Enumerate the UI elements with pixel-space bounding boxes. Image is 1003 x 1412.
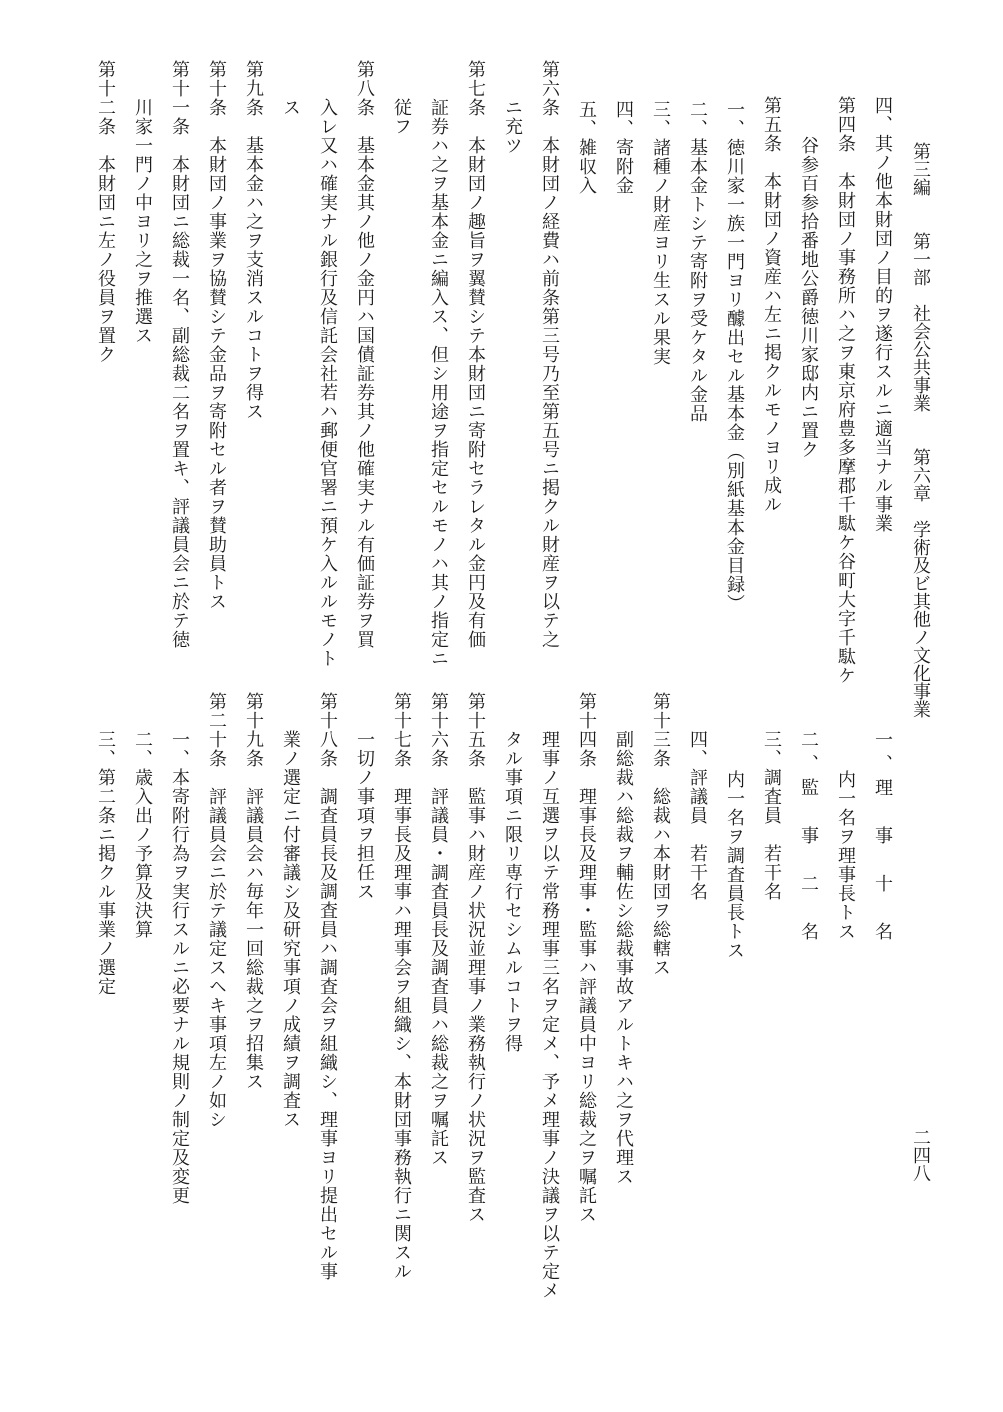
text-line: 三、諸種ノ財産ヨリ生スル果実 (650, 100, 671, 366)
text-line: 一、徳川家一族一門ヨリ醵出セル基本金（別紙基本金目録） (724, 100, 745, 613)
page-number: 二四八 (910, 1128, 931, 1182)
text-line: 第五条 本財団ノ資産ハ左ニ掲クルモノヨリ成ル (761, 96, 782, 514)
text-line: 五、雑収入 (576, 100, 597, 195)
text-line: 二、基本金トシテ寄附ヲ受ケタル金品 (687, 100, 708, 423)
text-line: 副総裁ハ総裁ヲ輔佐シ総裁事故アルトキハ之ヲ代理ス (613, 730, 634, 1186)
header-section: 第一部 (910, 232, 931, 286)
text-line: ス (280, 98, 301, 117)
text-line: ニ充ツ (502, 98, 523, 155)
text-line: 理事ノ互選ヲ以テ常務理事三名ヲ定メ、予メ理事ノ決議ヲ以テ定メ (539, 730, 560, 1300)
text-line: 内一名ヲ調査員長トス (724, 770, 745, 960)
text-line: 従フ (391, 98, 412, 136)
text-line: 第十三条 総裁ハ本財団ヲ総轄ス (650, 692, 671, 977)
text-line: 第八条 基本金其ノ他ノ金円ハ国債証券其ノ他確実ナル有価証券ヲ買 (354, 60, 375, 649)
header-chapter-title: 学術及ビ其他ノ文化事業 (910, 520, 931, 718)
text-line: 四、其ノ他本財団ノ目的ヲ遂行スルニ適当ナル事業 (872, 96, 893, 533)
header-part: 第三編 (910, 142, 931, 196)
text-line: 業ノ選定ニ付審議シ及研究事項ノ成績ヲ調査ス (280, 730, 301, 1129)
text-line: 第六条 本財団ノ経費ハ前条第三号乃至第五号ニ掲クル財産ヲ以テ之 (539, 60, 560, 649)
text-line: 第十二条 本財団ニ左ノ役員ヲ置ク (95, 60, 116, 364)
text-line: 一切ノ事項ヲ担任ス (354, 730, 375, 901)
text-line: 第四条 本財団ノ事務所ハ之ヲ東京府豊多摩郡千駄ケ谷町大字千駄ケ (835, 96, 856, 685)
text-line: 四、寄附金 (613, 100, 634, 195)
header-chapter: 第六章 (910, 448, 931, 502)
text-line: 第十四条 理事長及理事・監事ハ評議員中ヨリ総裁之ヲ嘱託ス (576, 692, 597, 1224)
text-line: 第十九条 評議員会ハ毎年一回総裁之ヲ招集ス (243, 692, 264, 1091)
text-line: 第十一条 本財団ニ総裁一名、副総裁二名ヲ置キ、評議員会ニ於テ徳 (169, 60, 190, 649)
text-line: 谷参百参拾番地公爵徳川家邸内ニ置ク (798, 136, 819, 459)
text-line: 四、評議員 若干名 (687, 730, 708, 901)
text-line: 第二十条 評議員会ニ於テ議定スヘキ事項左ノ如シ (206, 692, 227, 1129)
text-line: 二、歳入出ノ予算及決算 (132, 730, 153, 939)
text-line: 三、第二条ニ掲クル事業ノ選定 (95, 730, 116, 996)
text-line: 三、調査員 若干名 (761, 730, 782, 901)
text-line: 二、監 事 二 名 (798, 730, 819, 946)
text-line: 一、理 事 十 名 (872, 730, 893, 946)
text-line: 第十八条 調査員長及調査員ハ調査会ヲ組織シ、理事ヨリ提出セル事 (317, 692, 338, 1281)
text-line: 第十五条 監事ハ財産ノ状況並理事ノ業務執行ノ状況ヲ監査ス (465, 692, 486, 1224)
text-line: 一、本寄附行為ヲ実行スルニ必要ナル規則ノ制定及変更 (169, 730, 190, 1205)
text-line: 川家一門ノ中ヨリ之ヲ推選ス (132, 98, 153, 345)
text-line: 証券ハ之ヲ基本金ニ編入ス、但シ用途ヲ指定セルモノハ其ノ指定ニ (428, 98, 449, 668)
running-header (910, 142, 930, 718)
text-line: 第十六条 評議員・調査員長及調査員ハ総裁之ヲ嘱託ス (428, 692, 449, 1167)
text-line: 入レ又ハ確実ナル銀行及信託会社若ハ郵便官署ニ預ケ入ルルモノト (317, 98, 338, 668)
text-line: 第十条 本財団ノ事業ヲ協賛シテ金品ヲ寄附セル者ヲ賛助員トス (206, 60, 227, 611)
text-line: 第七条 本財団ノ趣旨ヲ翼賛シテ本財団ニ寄附セラレタル金円及有価 (465, 60, 486, 649)
text-line: タル事項ニ限リ専行セシムルコトヲ得 (502, 730, 523, 1053)
header-topic: 社会公共事業 (910, 304, 931, 412)
text-line: 第十七条 理事長及理事ハ理事会ヲ組織シ、本財団事務執行ニ関スル (391, 692, 412, 1281)
text-line: 内一名ヲ理事長トス (835, 770, 856, 941)
text-line: 第九条 基本金ハ之ヲ支消スルコトヲ得ス (243, 60, 264, 421)
